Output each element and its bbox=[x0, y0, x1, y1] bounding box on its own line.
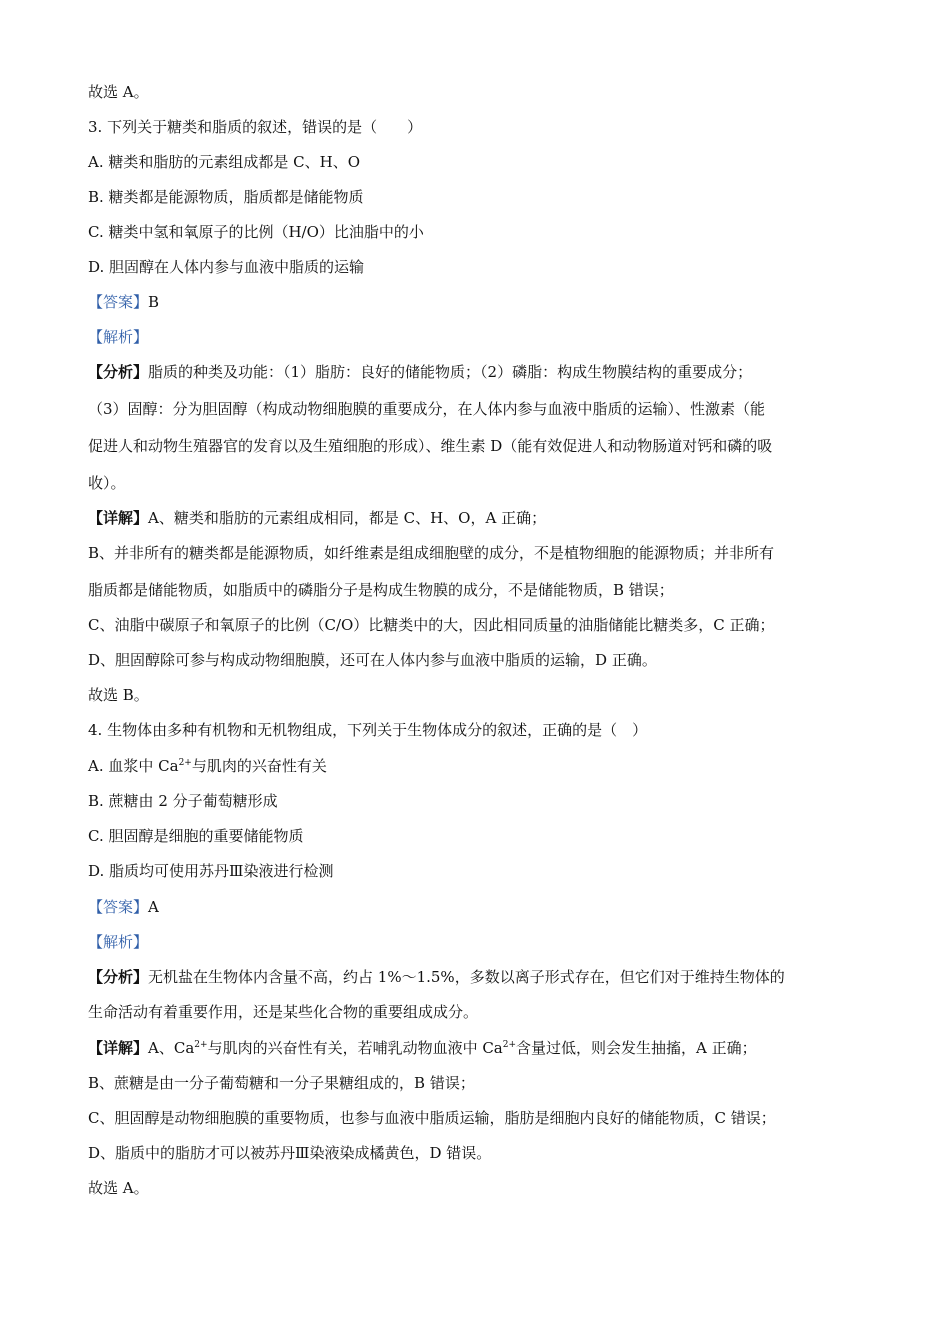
q3-xiangjie-line-4: C、油脂中碳原子和氧原子的比例（C/O）比糖类中的大，因此相同质量的油脂储能比糖类多，C 正确； bbox=[88, 616, 775, 634]
fenxi-tag: 【分析】 bbox=[88, 363, 149, 381]
fenxi-text: 脂质的种类及功能：（1）脂肪：良好的储能物质；（2）磷脂：构成生物膜结构的重要成分； bbox=[148, 363, 753, 381]
q4-xiangjie-line-3: C、胆固醇是动物细胞膜的重要物质，也参与血液中脂质运输，脂肪是细胞内良好的储能物质，C 错误； bbox=[88, 1109, 776, 1127]
xiangjie-text-mid: 与肌肉的兴奋性有关，若哺乳动物血液中 Ca bbox=[207, 1039, 503, 1057]
answer-tag: 【答案】 bbox=[88, 898, 149, 916]
xiangjie-text: A、Ca bbox=[148, 1039, 195, 1057]
q2-conclusion: 故选 A。 bbox=[88, 83, 149, 101]
q3-xiangjie-line-1 bbox=[88, 508, 546, 528]
option-a-text-rest: 与肌肉的兴奋性有关 bbox=[191, 757, 327, 775]
fenxi-tag: 【分析】 bbox=[88, 968, 149, 986]
q3-xiangjie-line-3: 脂质都是储能物质，如脂质中的磷脂分子是构成生物膜的成分，不是储能物质，B 错误； bbox=[88, 581, 674, 599]
q4-xiangjie-line-2: B、蔗糖是由一分子葡萄糖和一分子果糖组成的，B 错误； bbox=[88, 1074, 475, 1092]
q3-fenxi-line-3: 促进人和动物生殖器官的发育以及生殖细胞的形成）、维生素 D（能有效促进人和动物肠道对钙和磷的吸 bbox=[88, 437, 773, 455]
superscript: 2+ bbox=[194, 1040, 208, 1050]
answer-tag: 【答案】 bbox=[88, 293, 149, 311]
q3-option-d: D. 胆固醇在人体内参与血液中脂质的运输 bbox=[88, 258, 365, 276]
q4-xiangjie-line-1 bbox=[88, 1038, 757, 1058]
q4-analysis-tag: 【解析】 bbox=[88, 933, 149, 951]
q4-xiangjie-line-4: D、脂质中的脂肪才可以被苏丹Ⅲ染液染成橘黄色，D 错误。 bbox=[88, 1144, 492, 1162]
q3-option-c: C. 糖类中氢和氧原子的比例（H/O）比油脂中的小 bbox=[88, 223, 424, 241]
q3-xiangjie-line-2: B、并非所有的糖类都是能源物质，如纤维素是组成细胞壁的成分，不是植物细胞的能源物质；并非所有 bbox=[88, 544, 775, 562]
q3-option-b: B. 糖类都是能源物质，脂质都是储能物质 bbox=[88, 188, 364, 206]
q3-stem: 3. 下列关于糖类和脂质的叙述，错误的是（ ） bbox=[88, 118, 423, 136]
q3-answer bbox=[88, 292, 159, 312]
xiangjie-text: A、糖类和脂肪的元素组成相同，都是 C、H、O，A 正确； bbox=[148, 509, 547, 527]
q3-fenxi-line-2: （3）固醇：分为胆固醇（构成动物细胞膜的重要成分，在人体内参与血液中脂质的运输）、性激素（能 bbox=[88, 400, 766, 418]
q4-option-d: D. 脂质均可使用苏丹Ⅲ染液进行检测 bbox=[88, 862, 334, 880]
xiangjie-text-end: 含量过低，则会发生抽搐，A 正确； bbox=[516, 1039, 757, 1057]
q4-conclusion: 故选 A。 bbox=[88, 1179, 149, 1197]
q3-xiangjie-line-5: D、胆固醇除可参与构成动物细胞膜，还可在人体内参与血液中脂质的运输，D 正确。 bbox=[88, 651, 657, 669]
q4-answer bbox=[88, 897, 159, 917]
q3-fenxi-line-1 bbox=[88, 362, 752, 382]
q4-option-c: C. 胆固醇是细胞的重要储能物质 bbox=[88, 827, 304, 845]
q4-stem: 4. 生物体由多种有机物和无机物组成，下列关于生物体成分的叙述，正确的是（ ） bbox=[88, 721, 648, 739]
q3-analysis-tag: 【解析】 bbox=[88, 328, 149, 346]
q4-option-a bbox=[88, 756, 327, 776]
superscript: 2+ bbox=[178, 758, 192, 768]
answer-value: A bbox=[148, 898, 159, 916]
q4-fenxi-line-2: 生命活动有着重要作用，还是某些化合物的重要组成成分。 bbox=[88, 1003, 479, 1021]
xiangjie-tag: 【详解】 bbox=[88, 509, 149, 527]
fenxi-text: 无机盐在生物体内含量不高，约占 1%～1.5%，多数以离子形式存在，但它们对于维持生物体的 bbox=[148, 968, 785, 986]
q4-fenxi-line-1 bbox=[88, 967, 785, 987]
answer-value: B bbox=[148, 293, 160, 311]
superscript: 2+ bbox=[502, 1040, 517, 1050]
q3-fenxi-line-4: 收）。 bbox=[88, 474, 126, 492]
option-a-text: A. 血浆中 Ca bbox=[88, 757, 179, 775]
q3-conclusion: 故选 B。 bbox=[88, 686, 149, 704]
xiangjie-tag: 【详解】 bbox=[88, 1039, 149, 1057]
q3-option-a: A. 糖类和脂肪的元素组成都是 C、H、O bbox=[88, 153, 360, 171]
q4-option-b: B. 蔗糖由 2 分子葡萄糖形成 bbox=[88, 792, 278, 810]
